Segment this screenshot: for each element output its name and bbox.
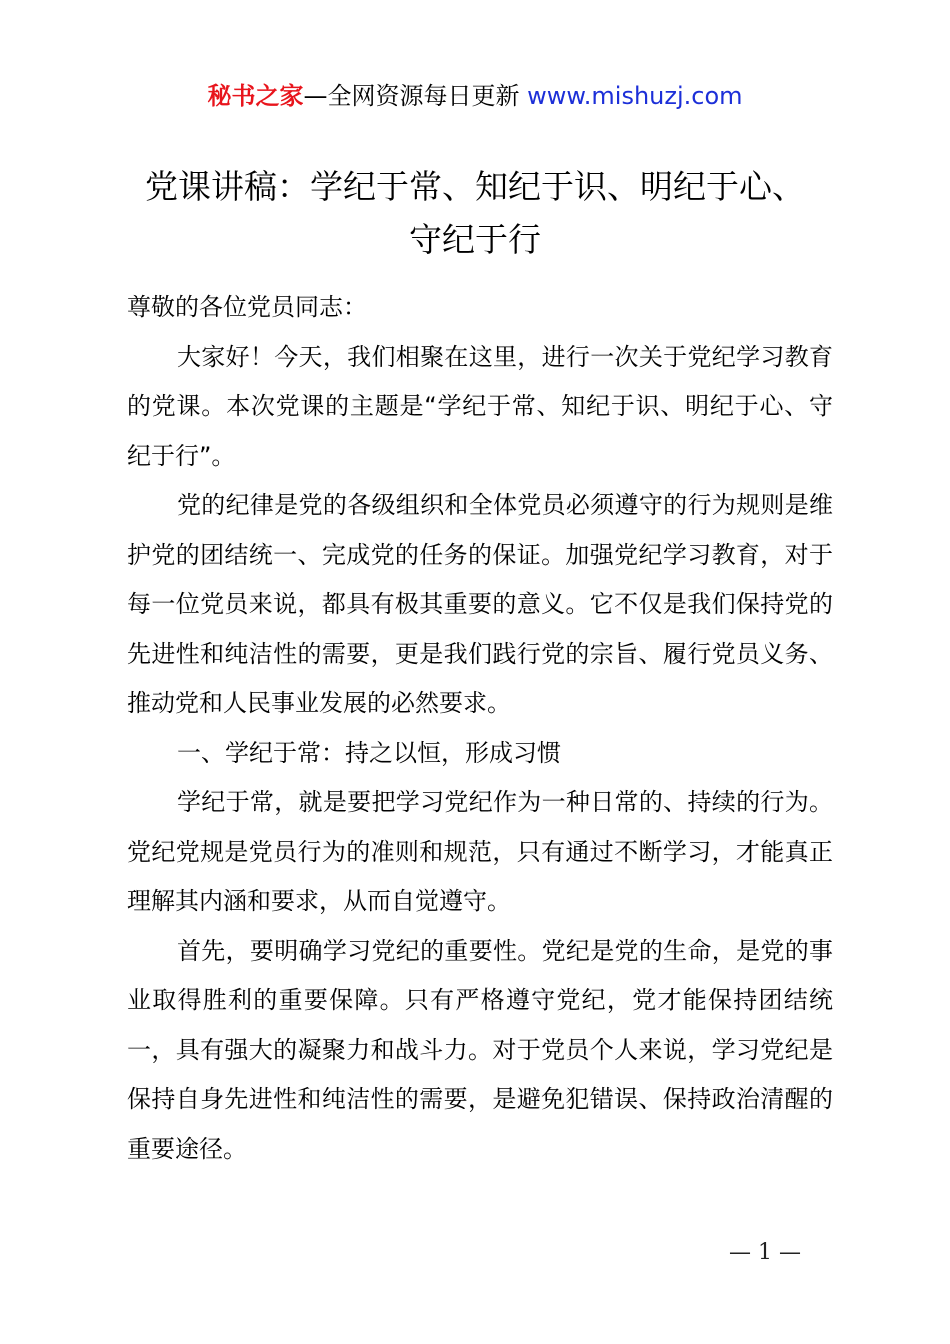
site-header bbox=[0, 78, 950, 114]
title-line-2: 守纪于行 bbox=[409, 220, 541, 259]
page-number: — 1 — bbox=[729, 1240, 801, 1265]
website-url[interactable]: www.mishuzj.com bbox=[527, 82, 743, 110]
paragraph-importance: 首先，要明确学习党纪的重要性。党纪是党的生命，是党的事业取得胜利的重要保障。只有严格遵守党纪，党才能保持团结统一，具有强大的凝聚力和战斗力。对于党员个人来说，学习党纪是保持自身先进性和纯洁性的需要，是避免犯错误、保持政治清醒的重要途径。 bbox=[127, 936, 833, 1163]
salutation: 尊敬的各位党员同志： bbox=[127, 293, 367, 321]
section-heading-1: 一、学纪于常：持之以恒，形成习惯 bbox=[177, 738, 561, 767]
document-title bbox=[100, 160, 850, 266]
paragraph-learn-regularly: 学纪于常，就是要把学习党纪作为一种日常的、持续的行为。党纪党规是党员行为的准则和规范，只有通过不断学习，才能真正理解其内涵和要求，从而自觉遵守。 bbox=[127, 788, 833, 915]
brand-name: 秘书之家 bbox=[207, 82, 304, 110]
header-tagline: —全网资源每日更新 bbox=[303, 82, 528, 110]
document-body bbox=[127, 283, 833, 1174]
paragraph-discipline-intro: 党的纪律是党的各级组织和全体党员必须遵守的行为规则是维护党的团结统一、完成党的任务的保证。加强党纪学习教育，对于每一位党员来说，都具有极其重要的意义。它不仅是我们保持党的先进性和纯洁性的需要，更是我们践行党的宗旨、履行党员义务、推动党和人民事业发展的必然要求。 bbox=[127, 491, 833, 717]
title-line-1: 党课讲稿：学纪于常、知纪于识、明纪于心、 bbox=[145, 167, 805, 206]
paragraph-greeting: 大家好！今天，我们相聚在这里，进行一次关于党纪学习教育的党课。本次党课的主题是“学纪于常、知纪于识、明纪于心、守纪于行”。 bbox=[127, 342, 833, 470]
